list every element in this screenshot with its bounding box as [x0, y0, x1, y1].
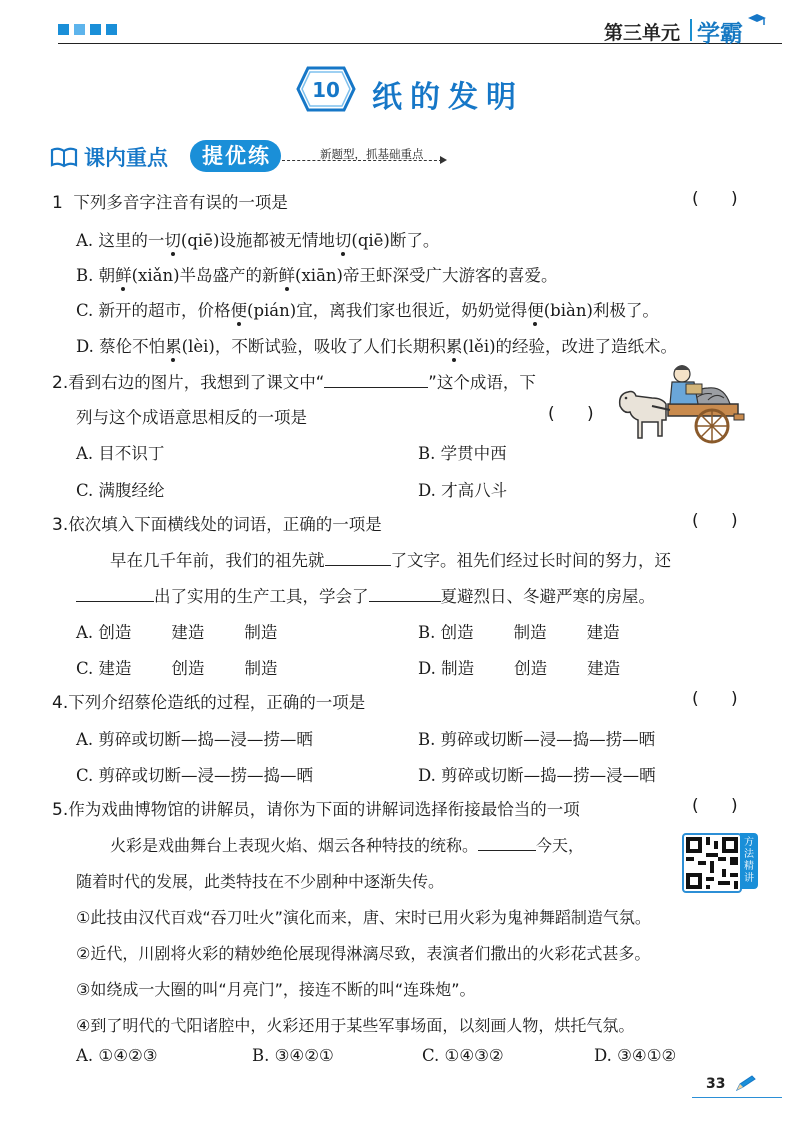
q1-option-a[interactable]: A. 这里的一切(qiē)设施都被无情地切(qiē)断了。 — [76, 231, 440, 250]
q1-option-b[interactable]: B. 朝鲜(xiǎn)半岛盛产的新鲜(xiān)帝王虾深受广大游客的喜爱。 — [76, 266, 558, 285]
header-decor-squares — [58, 24, 117, 35]
q2-blank[interactable] — [324, 371, 428, 388]
q4-option-b[interactable]: B. 剪碎或切断—浸—捣—捞—晒 — [418, 730, 656, 749]
q3-blank-1[interactable] — [325, 549, 391, 566]
q5-sentence-1: ①此技由汉代百戏“吞刀吐火”演化而来，唐、宋时已用火彩为鬼神舞蹈制造气氛。 — [76, 908, 651, 927]
lesson-number-badge — [296, 66, 356, 112]
q5-option-a[interactable]: A. ①④②③ — [76, 1046, 158, 1065]
q4-answer-paren[interactable]: ( ) — [692, 689, 738, 709]
page-number: 33 — [706, 1076, 726, 1092]
decor-square — [58, 24, 69, 35]
graduation-cap-icon — [746, 12, 768, 28]
q5-sentence-3: ③如绕成一大圈的叫“月亮门”，接连不断的叫“连珠炮”。 — [76, 980, 476, 999]
q3-passage-line2: 出了实用的生产工具，学会了 夏避烈日、冬避严寒的房屋。 — [76, 583, 655, 607]
open-book-icon — [50, 146, 78, 168]
brand-logo: 学霸 — [697, 21, 743, 47]
q2-answer-paren[interactable]: ( ) — [548, 404, 594, 424]
q5-option-c[interactable]: C. ①④③② — [422, 1046, 504, 1065]
header-separator — [690, 19, 692, 41]
q5-sentence-2: ②近代，川剧将火彩的精妙绝伦展现得淋漓尽致，表演者们撒出的火彩花式甚多。 — [76, 944, 651, 963]
q1-answer-paren[interactable]: ( ) — [692, 189, 738, 209]
q5-passage-line2: 随着时代的发展，此类特技在不少剧种中逐渐失传。 — [76, 872, 445, 891]
q2-stem-cont: 列与这个成语意思相反的一项是 — [76, 408, 307, 427]
q3-option-c[interactable]: C. 建造 创造 制造 — [76, 659, 278, 678]
decor-square — [106, 24, 117, 35]
q1-option-d[interactable]: D. 蔡伦不怕累(lèi)，不断试验，吸收了人们长期积累(lěi)的经验，改进了造纸术。 — [76, 337, 678, 356]
q3-blank-2[interactable] — [76, 585, 154, 602]
q5-passage-line1: 火彩是戏曲舞台上表现火焰、烟云各种特技的统称。 今天， — [110, 836, 585, 855]
qr-code[interactable] — [682, 833, 742, 893]
lesson-title: 纸的发明 — [372, 80, 524, 115]
q2-option-a[interactable]: A. 目不识丁 — [76, 444, 165, 463]
q3-passage-line1: 早在几千年前，我们的祖先就 了文字。祖先们经过长时间的努力，还 — [110, 551, 671, 570]
q2-option-b[interactable]: B. 学贯中西 — [418, 444, 507, 463]
unit-label: 第三单元 — [604, 22, 681, 44]
q2-option-d[interactable]: D. 才高八斗 — [418, 481, 508, 500]
q1-option-c[interactable]: C. 新开的超市，价格便(pián)宜，离我们家也很近，奶奶觉得便(biàn)利极了。 — [76, 301, 659, 320]
q5-option-d[interactable]: D. ③④①② — [594, 1046, 677, 1065]
pencil-icon — [735, 1074, 757, 1092]
q4-stem: 4.下列介绍蔡伦造纸的过程，正确的一项是 — [52, 693, 366, 713]
arrow-icon — [440, 156, 447, 164]
decor-square — [74, 24, 85, 35]
q4-option-c[interactable]: C. 剪碎或切断—浸—捞—捣—晒 — [76, 766, 314, 785]
q2-option-c[interactable]: C. 满腹经纶 — [76, 481, 165, 500]
q5-option-b[interactable]: B. ③④②① — [252, 1046, 334, 1065]
ox-cart-scholar-illustration — [612, 358, 752, 458]
qr-pattern-icon — [686, 837, 738, 889]
lesson-number: 10 — [312, 78, 340, 102]
footer-rule — [692, 1097, 782, 1098]
q5-answer-paren[interactable]: ( ) — [692, 796, 738, 816]
q5-sentence-4: ④到了明代的弋阳诸腔中，火彩还用于某些军事场面，以刻画人物，烘托气氛。 — [76, 1016, 635, 1035]
section-note: 新题型，抓基础重点 — [320, 147, 424, 161]
q2-stem: 2.看到右边的图片，我想到了课文中“ ”这个成语，下 — [52, 373, 536, 393]
q5-blank[interactable] — [478, 834, 536, 851]
decor-square — [90, 24, 101, 35]
q3-blank-3[interactable] — [369, 585, 441, 602]
q3-answer-paren[interactable]: ( ) — [692, 511, 738, 531]
q3-option-a[interactable]: A. 创造 建造 制造 — [76, 623, 278, 642]
qr-label: 方法精讲 — [740, 833, 758, 889]
q3-stem: 3.依次填入下面横线处的词语，正确的一项是 — [52, 515, 382, 535]
q3-option-b[interactable]: B. 创造 制造 建造 — [418, 623, 620, 642]
section-pill: 提优练 — [190, 140, 281, 172]
q3-option-d[interactable]: D. 制造 创造 建造 — [418, 659, 621, 678]
q4-option-a[interactable]: A. 剪碎或切断—捣—浸—捞—晒 — [76, 730, 313, 749]
q1-stem: 1 下列多音字注音有误的一项是 — [52, 193, 288, 213]
q5-stem: 5.作为戏曲博物馆的讲解员，请你为下面的讲解词选择衔接最恰当的一项 — [52, 800, 580, 820]
q4-option-d[interactable]: D. 剪碎或切断—捣—捞—浸—晒 — [418, 766, 656, 785]
section-label: 课内重点 — [84, 146, 168, 170]
